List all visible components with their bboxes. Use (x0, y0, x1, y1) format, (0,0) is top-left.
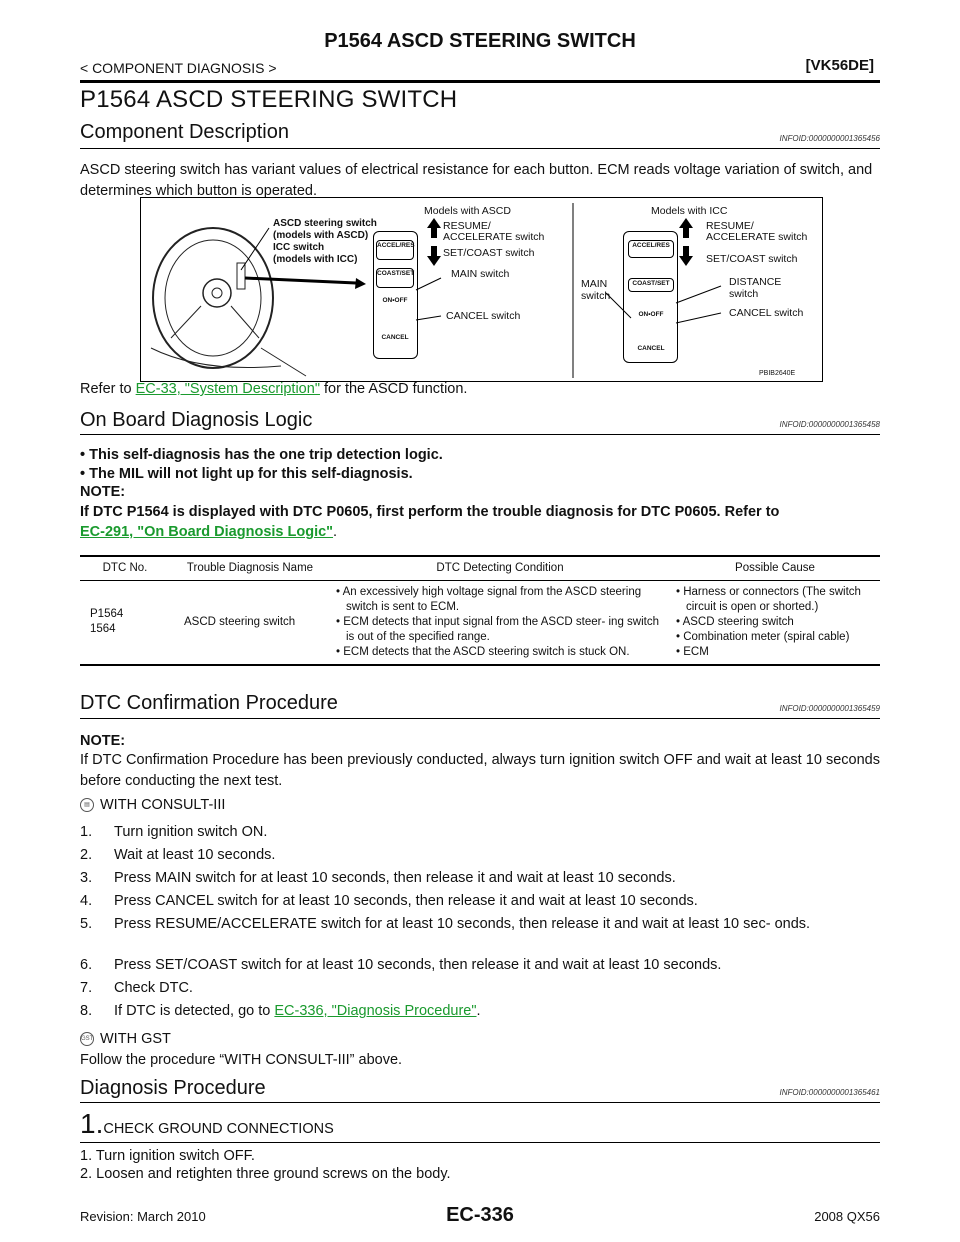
th-name: Trouble Diagnosis Name (170, 556, 330, 580)
cause-item: • ECM (676, 645, 709, 658)
cell-dtc-no (80, 580, 170, 665)
infoid-obd: INFOID:0000000001365458 (779, 420, 880, 429)
cause-text: ECM (683, 645, 709, 658)
divider (80, 434, 880, 435)
step-end: . (476, 1003, 481, 1019)
divider (80, 718, 880, 719)
obd-note-body (80, 502, 880, 542)
consult-label: WITH CONSULT-III (100, 797, 226, 813)
th-condition: DTC Detecting Condition (330, 556, 670, 580)
refer-system-description (80, 379, 880, 400)
divider (80, 1102, 880, 1103)
obd-note-label: NOTE: (80, 484, 126, 500)
gst-icon: GST (80, 1032, 94, 1046)
step-text: Turn ignition switch OFF. (95, 1148, 255, 1164)
figure-models-icc: Models with ICC (651, 205, 728, 217)
figure-left-caption-4: (models with ICC) (273, 254, 358, 265)
heading-obd-logic: On Board Diagnosis Logic (80, 409, 313, 431)
dtc-no-1: P1564 (90, 608, 124, 620)
step-text: Press SET/COAST switch for at least 10 seconds, then release it and wait at least 10 seconds. (114, 957, 722, 973)
figure-main-switch: MAIN switch (451, 268, 510, 280)
cause-text: Combination meter (spiral cable) (683, 630, 850, 643)
link-ec-291[interactable]: EC-291, "On Board Diagnosis Logic" (80, 524, 334, 540)
condition-text: ECM detects that input signal from the ASCD steer- ing switch is out of the specified range. (343, 615, 659, 643)
step-title: CHECK GROUND CONNECTIONS (103, 1121, 334, 1137)
list-item: 2. Wait at least 10 seconds. (80, 847, 276, 863)
obd-note-end: . (333, 524, 338, 540)
divider (80, 148, 880, 149)
cause-item: • Combination meter (spiral cable) (676, 630, 850, 643)
figure-distance-2: switch (729, 288, 759, 300)
figure-icc-resume-2: ACCELERATE switch (706, 231, 808, 243)
figure-icc-cancel: CANCEL switch (729, 307, 804, 319)
infoid-diagnosis: INFOID:0000000001365461 (779, 1088, 880, 1097)
obd-bullet-2: • The MIL will not light up for this self-diagnosis. (80, 466, 413, 482)
btn-cancel: CANCEL (381, 334, 409, 341)
gst-text: Follow the procedure “WITH CONSULT-III” above. (80, 1052, 403, 1068)
divider (80, 1142, 880, 1143)
dtc-note-text: If DTC Confirmation Procedure has been previously conducted, always turn ignition switch OFF and wait at least 10 seconds before conducting the next test. (80, 752, 880, 789)
table-header-row (80, 556, 880, 580)
refer-suffix: for the ASCD function. (319, 381, 468, 397)
model-label: [VK56DE] (805, 57, 874, 74)
step-text: Press CANCEL switch for at least 10 seconds, then release it and wait at least 10 seconds. (114, 893, 698, 909)
cause-item: • Harness or connectors (The switch circuit is open or shorted.) (676, 585, 861, 613)
list-item: 3. Press MAIN switch for at least 10 seconds, then release it and wait at least 10 seconds. (80, 870, 676, 886)
footer-revision: Revision: March 2010 (80, 1209, 206, 1224)
dtc-note-label: NOTE: (80, 733, 126, 749)
heading-component-description: Component Description (80, 121, 289, 143)
icc-btn-cancel: CANCEL (637, 345, 665, 352)
list-item: 2. Loosen and retighten three ground screws on the body. (80, 1166, 451, 1182)
figure-left-caption-1: ASCD steering switch (273, 218, 377, 229)
consult-icon: ▤ (80, 798, 94, 812)
subsection-label: < COMPONENT DIAGNOSIS > (80, 60, 277, 76)
list-item: 1. Turn ignition switch OFF. (80, 1148, 255, 1164)
header-rule (80, 80, 880, 83)
figure-set-coast: SET/COAST switch (443, 247, 535, 259)
list-item: 8. If DTC is detected, go to EC-336, "Diagnosis Procedure". (80, 1003, 481, 1019)
btn-on-off: ON•OFF (382, 297, 408, 304)
step-text: If DTC is detected, go to (114, 1003, 275, 1019)
figure-icc-main-2: switch (581, 290, 611, 302)
infoid-component: INFOID:0000000001365456 (779, 134, 880, 143)
cause-item: • ASCD steering switch (676, 615, 794, 628)
figure-left-caption-3: ICC switch (273, 242, 325, 253)
section-title: P1564 ASCD STEERING SWITCH (80, 86, 458, 113)
dtc-no-2: 1564 (90, 623, 116, 635)
step-text: Check DTC. (114, 980, 193, 996)
obd-bullet-1-text: This self-diagnosis has the one trip detection logic. (89, 447, 443, 463)
footer-page-number: EC-336 (446, 1204, 514, 1226)
condition-item: • ECM detects that the ASCD steering switch is stuck ON. (336, 645, 630, 658)
running-title: P1564 ASCD STEERING SWITCH (324, 30, 636, 52)
figure-icc-main-1: MAIN (581, 278, 608, 290)
list-item: 6. Press SET/COAST switch for at least 10 seconds, then release it and wait at least 10 seconds. (80, 957, 722, 973)
cell-name: ASCD steering switch (184, 615, 296, 628)
link-ec-33[interactable]: EC-33, "System Description" (135, 381, 320, 397)
obd-bullet-2-text: The MIL will not light up for this self-diagnosis. (89, 466, 413, 482)
figure-icc-resume-1: RESUME/ (706, 220, 754, 232)
obd-note-text: If DTC P1564 is displayed with DTC P0605, first perform the trouble diagnosis for DTC P0605. Refer to (80, 504, 780, 520)
figure-resume-1: RESUME/ (443, 220, 491, 232)
figure-icc-set-coast: SET/COAST switch (706, 253, 798, 265)
cell-condition (330, 580, 670, 665)
icc-btn-coast-set: COAST/SET (628, 278, 674, 292)
heading-dtc-confirmation: DTC Confirmation Procedure (80, 692, 338, 714)
cell-cause (670, 580, 880, 665)
icc-btn-accel-res: ACCEL/RES (628, 240, 674, 258)
table-row (80, 580, 880, 665)
dtc-table (80, 556, 880, 666)
icc-btn-on-off: ON•OFF (638, 311, 664, 318)
link-ec-336[interactable]: EC-336, "Diagnosis Procedure" (274, 1003, 477, 1019)
step-text: Wait at least 10 seconds. (114, 847, 276, 863)
infoid-dtc: INFOID:0000000001365459 (779, 704, 880, 713)
list-item: 4. Press CANCEL switch for at least 10 seconds, then release it and wait at least 10 seconds. (80, 893, 698, 909)
obd-bullet-1: • This self-diagnosis has the one trip detection logic. (80, 447, 443, 463)
gst-label: WITH GST (100, 1031, 171, 1047)
figure-code: PBIB2640E (759, 370, 796, 377)
step-number: 1. (80, 1108, 104, 1139)
list-item: 5. Press RESUME/ACCELERATE switch for at least 10 seconds, then release it and wait at least 10 sec- onds. (80, 916, 811, 932)
th-dtc-no: DTC No. (80, 556, 170, 580)
refer-prefix: Refer to (80, 381, 136, 397)
with-consult (80, 795, 880, 816)
th-cause: Possible Cause (670, 556, 880, 580)
cause-text: ASCD steering switch (682, 615, 794, 628)
step-text: Press RESUME/ACCELERATE switch for at least 10 seconds, then release it and wait at least 10 sec- onds. (114, 916, 811, 932)
figure-cancel-switch: CANCEL switch (446, 310, 521, 322)
step-text: Turn ignition switch ON. (114, 824, 268, 840)
list-item: 1. Turn ignition switch ON. (80, 824, 268, 840)
figure-left-caption-2: (models with ASCD) (273, 230, 369, 241)
step-text: Loosen and retighten three ground screws on the body. (96, 1166, 451, 1182)
condition-text: ECM detects that the ASCD steering switch is stuck ON. (343, 645, 630, 658)
cause-text: Harness or connectors (The switch circuit is open or shorted.) (683, 585, 861, 613)
component-description-text: ASCD steering switch has variant values of electrical resistance for each button. ECM reads voltage variation of switch, and determines which button is operated. (80, 162, 873, 199)
step-heading (80, 1108, 334, 1140)
ascd-switch-figure (140, 197, 823, 382)
figure-resume-2: ACCELERATE switch (443, 231, 545, 243)
footer-model: 2008 QX56 (814, 1209, 880, 1224)
condition-item: • An excessively high voltage signal from the ASCD steering switch is sent to ECM. (336, 585, 642, 613)
figure-models-ascd: Models with ASCD (424, 205, 511, 217)
with-gst (80, 1029, 880, 1050)
condition-text: An excessively high voltage signal from the ASCD steering switch is sent to ECM. (342, 585, 642, 613)
step-text: Press MAIN switch for at least 10 seconds, then release it and wait at least 10 seconds. (114, 870, 676, 886)
btn-accel-res: ACCEL/RES (376, 240, 414, 260)
list-item: 7. Check DTC. (80, 980, 193, 996)
figure-distance-1: DISTANCE (729, 276, 782, 288)
condition-item: • ECM detects that input signal from the ASCD steer- ing switch is out of the specified range. (336, 615, 659, 643)
btn-coast-set: COAST/SET (376, 268, 414, 288)
heading-diagnosis-procedure: Diagnosis Procedure (80, 1077, 266, 1099)
